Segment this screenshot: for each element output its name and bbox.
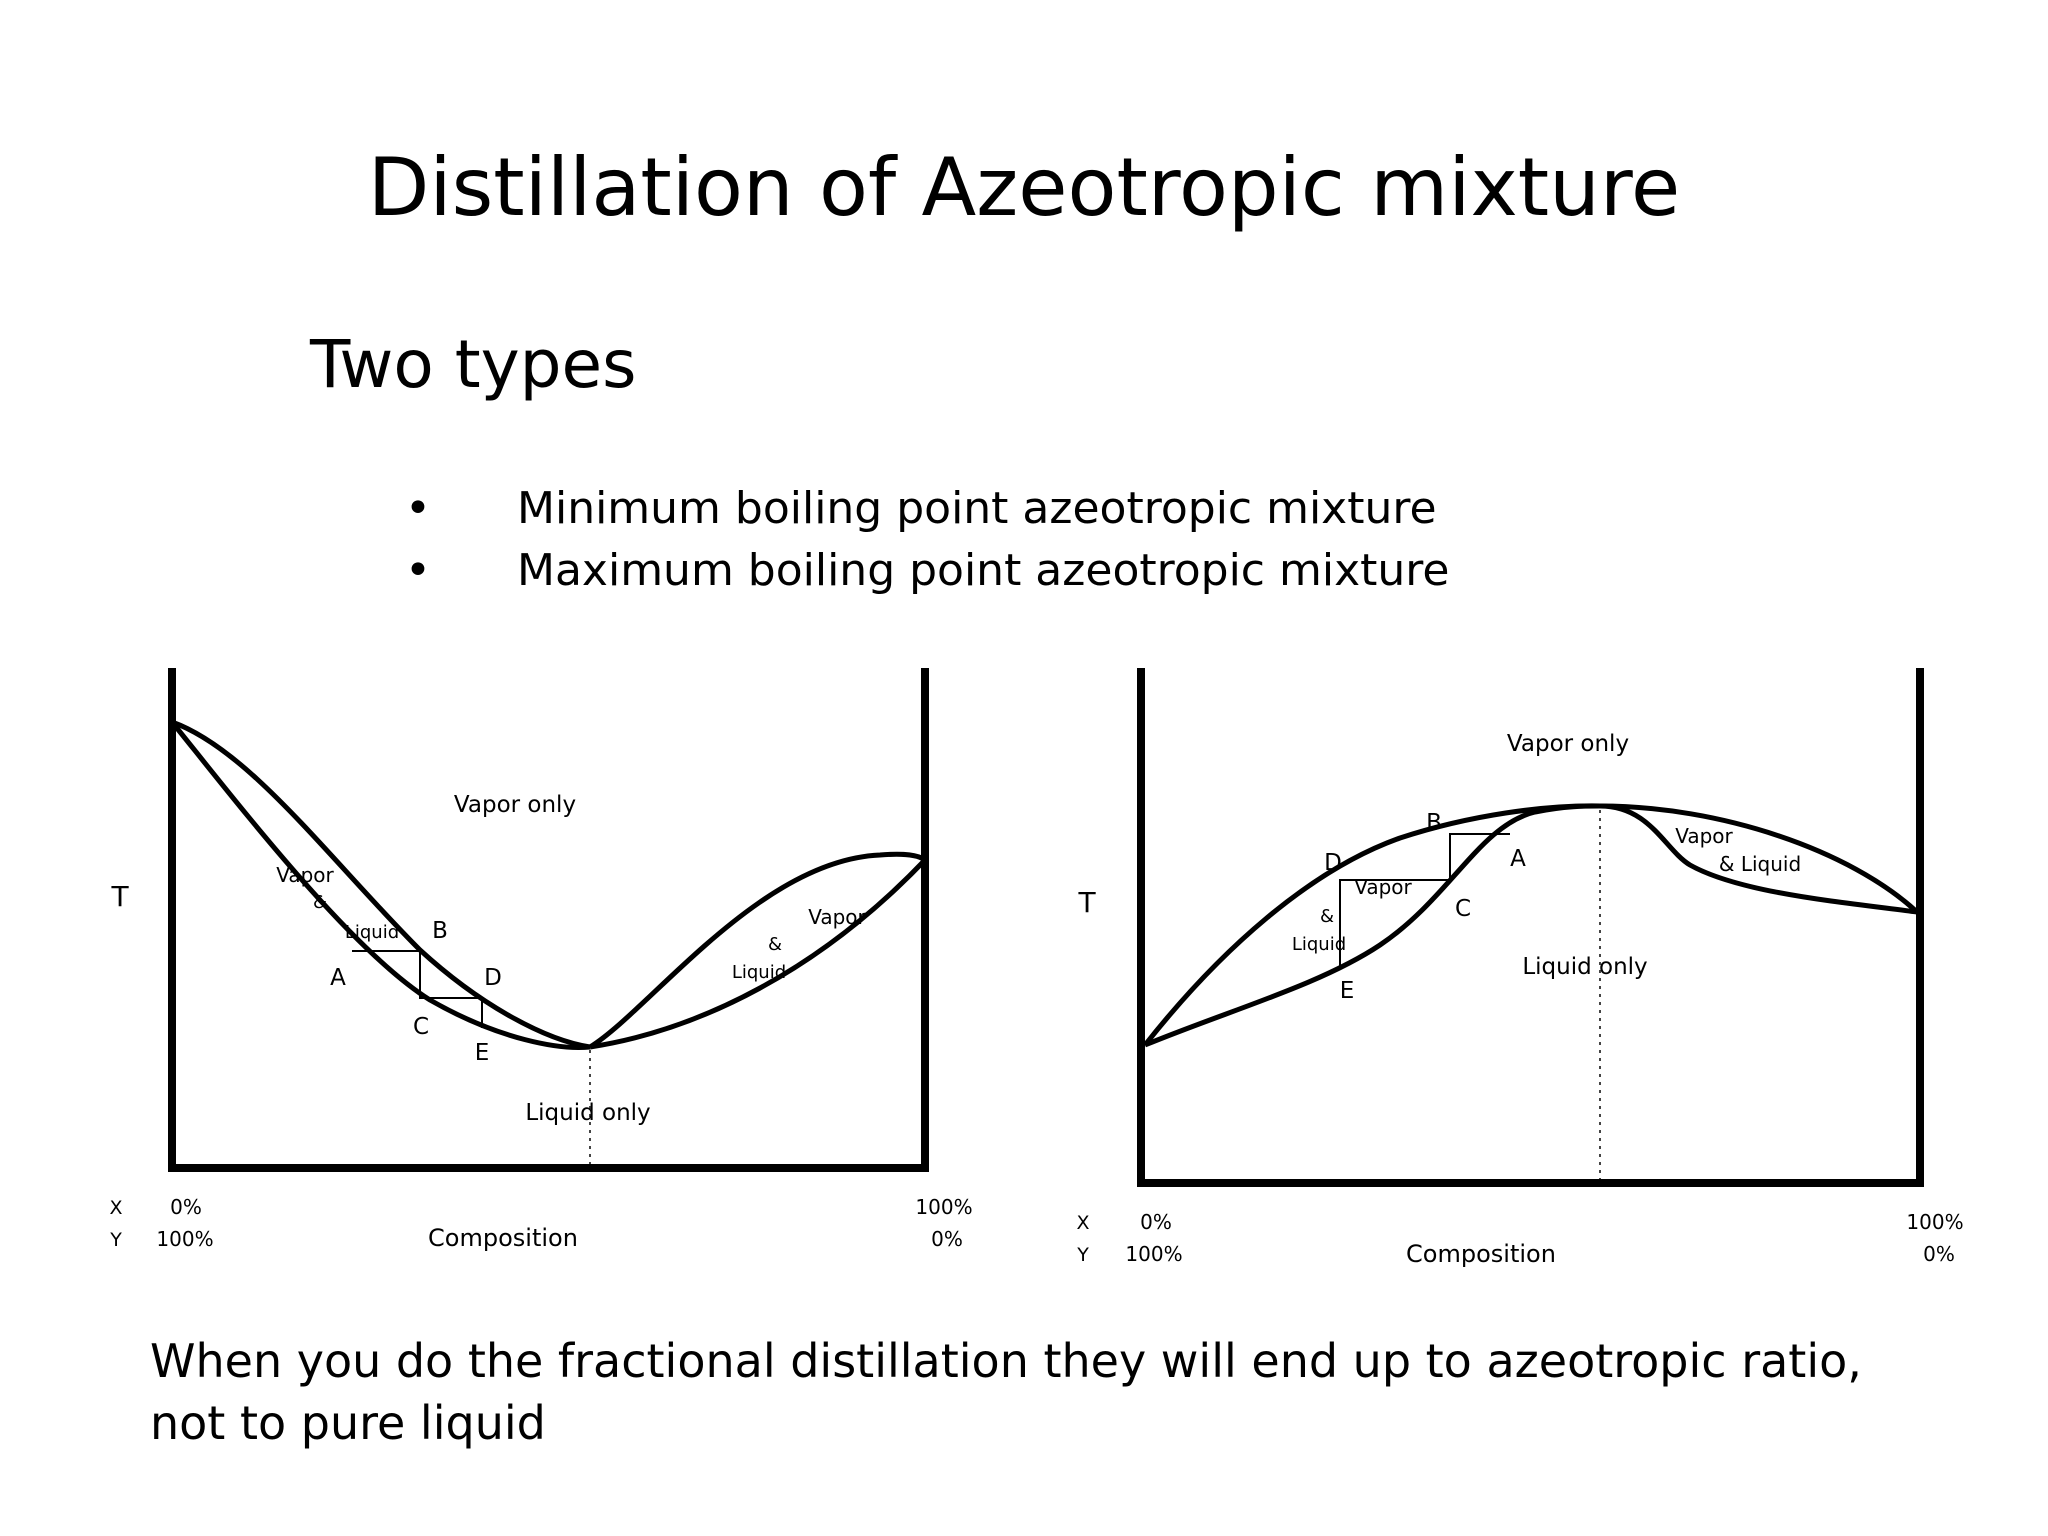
min-two-phase-right-label: Liquid <box>731 962 787 983</box>
max-x-right-tick: 100% <box>1906 1210 1964 1234</box>
min-y-left-tick: 100% <box>156 1227 214 1251</box>
min-point-label: A <box>330 965 346 991</box>
max-two-phase-right-label: & Liquid <box>1718 852 1802 876</box>
min-point-label: B <box>432 918 448 944</box>
max-y-left-tick: 100% <box>1125 1242 1183 1266</box>
min-two-phase-left-label: Liquid <box>344 922 400 943</box>
bullet-text: Maximum boiling point azeotropic mixture <box>517 545 1450 596</box>
max-two-phase-left-label: Liquid <box>1291 934 1347 955</box>
min-liquid-curve-right <box>590 860 925 1047</box>
min-vapor-curve-left <box>172 722 590 1047</box>
max-point-label: C <box>1454 896 1472 922</box>
slide-title: Distillation of Azeotropic mixture <box>367 141 1681 234</box>
min-x-row-label: X <box>109 1197 123 1219</box>
min-vapor-curve-right <box>590 854 925 1047</box>
min-two-phase-right-label: Vapor <box>808 905 866 929</box>
max-liquid-region-label: Liquid only <box>1522 954 1648 980</box>
max-x-left-tick: 0% <box>1140 1210 1172 1234</box>
max-two-phase-left-label: & <box>1319 906 1335 927</box>
min-point-label: E <box>474 1040 490 1066</box>
min-boiling-diagram <box>109 668 972 1252</box>
max-liquid-curve-left <box>1145 806 1600 1045</box>
max-composition-label: Composition <box>1406 1240 1556 1268</box>
min-vapor-region-label: Vapor only <box>453 792 577 818</box>
max-y-row-label: Y <box>1077 1244 1089 1266</box>
min-y-right-tick: 0% <box>931 1227 963 1251</box>
max-point-label: B <box>1426 810 1442 836</box>
max-two-phase-left-label: Vapor <box>1354 875 1412 899</box>
min-y-row-label: Y <box>110 1229 122 1251</box>
min-liquid-region-label: Liquid only <box>525 1100 651 1126</box>
min-two-phase-left-label: & <box>312 892 328 913</box>
slide-subtitle: Two types <box>310 326 637 403</box>
bullet-marker: • <box>405 483 431 534</box>
min-x-right-tick: 100% <box>915 1195 973 1219</box>
min-liquid-curve-left <box>172 722 590 1047</box>
max-point-label: D <box>1324 850 1342 876</box>
min-two-phase-left-label: Vapor <box>276 863 334 887</box>
max-y-axis-label: T <box>1078 886 1096 919</box>
max-point-label: A <box>1510 846 1526 872</box>
max-y-right-tick: 0% <box>1923 1242 1955 1266</box>
bullet-marker: • <box>405 545 431 596</box>
max-boiling-diagram <box>1076 668 1963 1268</box>
min-point-label: C <box>412 1014 430 1040</box>
max-two-phase-right-label: Vapor <box>1675 824 1733 848</box>
max-vapor-region-label: Vapor only <box>1506 731 1630 757</box>
min-composition-label: Composition <box>428 1224 578 1252</box>
max-point-label: E <box>1339 978 1355 1004</box>
min-x-left-tick: 0% <box>170 1195 202 1219</box>
max-x-row-label: X <box>1076 1212 1090 1234</box>
max-vapor-curve-left <box>1145 806 1600 1045</box>
min-two-phase-right-label: & <box>767 934 783 955</box>
bullet-text: Minimum boiling point azeotropic mixture <box>517 483 1437 534</box>
footer-note: When you do the fractional distillation they will end up to azeotropic ratio, not to pure liquid <box>150 1334 1862 1450</box>
min-y-axis-label: T <box>111 880 129 913</box>
min-point-label: D <box>484 965 502 991</box>
